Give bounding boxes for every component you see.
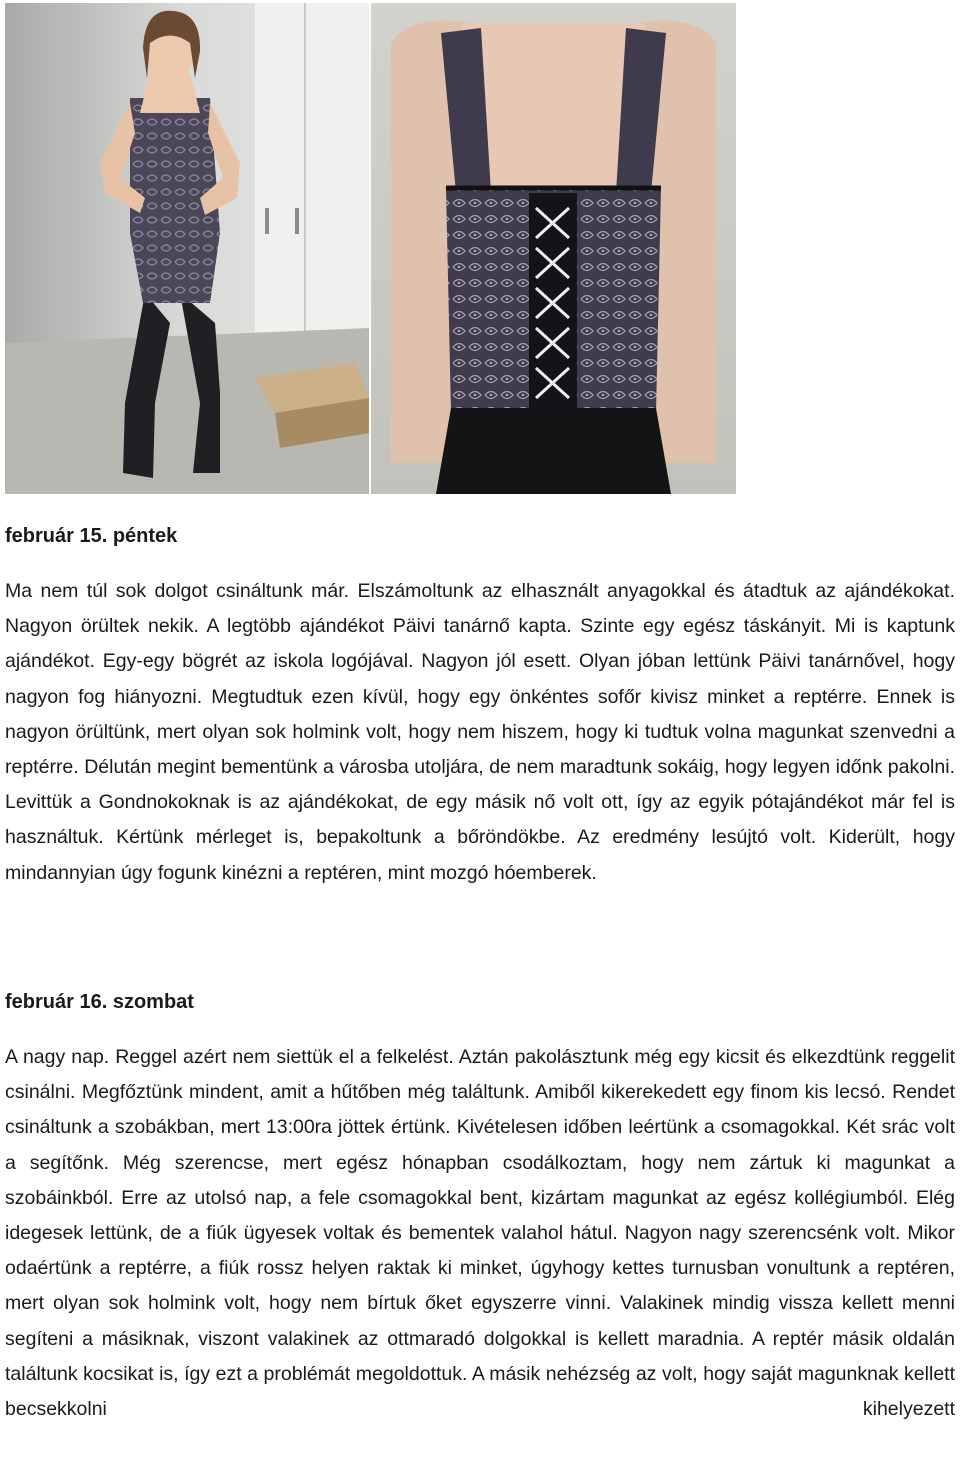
photo-front-illustration [5, 3, 369, 494]
entry-date: február 16. szombat [5, 991, 194, 1013]
entry-date: február 15. péntek [5, 525, 178, 547]
entry-text: A nagy nap. Reggel azért nem siettük el a felkelést. Aztán pakolásztunk még egy kicsit és elkezdtünk reggelit csinálni. Megfőztünk mindent, amit a hűtőben még találtunk. Amiből kikerekedett egy finom kis lecsó. Rendet csináltunk a szobákban, mert 13:00ra jöttek értünk. Kivételesen időben leértünk a csomagokkal. Két srác volt a segítőnk. Még szerencse, mert egész hónapban csodálkoztam, hogy nem zártuk ki magunkat a szobáinkból. Erre az utolsó nap, a fele csomagokkal bent, kizártam magunkat az egész kollégiumból. Elég idegesek lettünk, de a fiúk ügyesek voltak és bementek valahol hátul. Nagyon nagy szerencsénk volt. Mikor odaértünk a reptérre, a fiúk rossz helyen raktak ki minket, úgyhogy kettes turnusban vonultunk a reptéren, mert olyan sok holmink volt, hogy nem bírtuk őket egyszerre vinni. Valakinek mindig vissza kellett menni segíteni a másiknak, viszont valakinek az ottmaradó dolgokkal is kellett maradnia. A reptér másik oldalán találtunk kocsikat is, így ezt a problémát megoldottuk. A másik nehézség az volt, hogy saját magunknak kellett becsekkolni kihelyezett [5, 1046, 955, 1421]
photo-front [5, 3, 369, 494]
entry-text: Ma nem túl sok dolgot csináltunk már. Elszámoltunk az elhasznált anyagokkal és átadtuk az ajándékokat. Nagyon örültek nekik. A legtöbb ajándékot Päivi tanárnő kapta. Szinte egy egész táskányit. Mi is kaptunk ajándékot. Egy-egy bögrét az iskola logójával. Nagyon jól esett. Olyan jóban lettünk Päivi tanárnővel, hogy nagyon fog hiányozni. Megtudtuk ezen kívül, hogy egy önkéntes sofőr kivisz minket a reptérre. Ennek is nagyon örültünk, mert olyan sok holmink volt, hogy nem hiszem, hogy ki tudtuk volna magunkat szenvedni a reptérre. Délután megint bementünk a városba utoljára, de nem maradtunk sokáig, hogy legyen időnk pakolni. Levittük a Gondnokoknak is az ajándékokat, de egy másik nő volt ott, így az egyik pótajándékot már fel is használtuk. Kértünk mérleget is, bepakoltunk a bőröndökbe. Az eredmény lesújtó volt. Kiderült, hogy mindannyian úgy fogunk kinézni a reptéren, mint mozgó hóemberek. [5, 580, 955, 884]
photo-back [371, 3, 736, 494]
photo-back-illustration [371, 3, 736, 494]
